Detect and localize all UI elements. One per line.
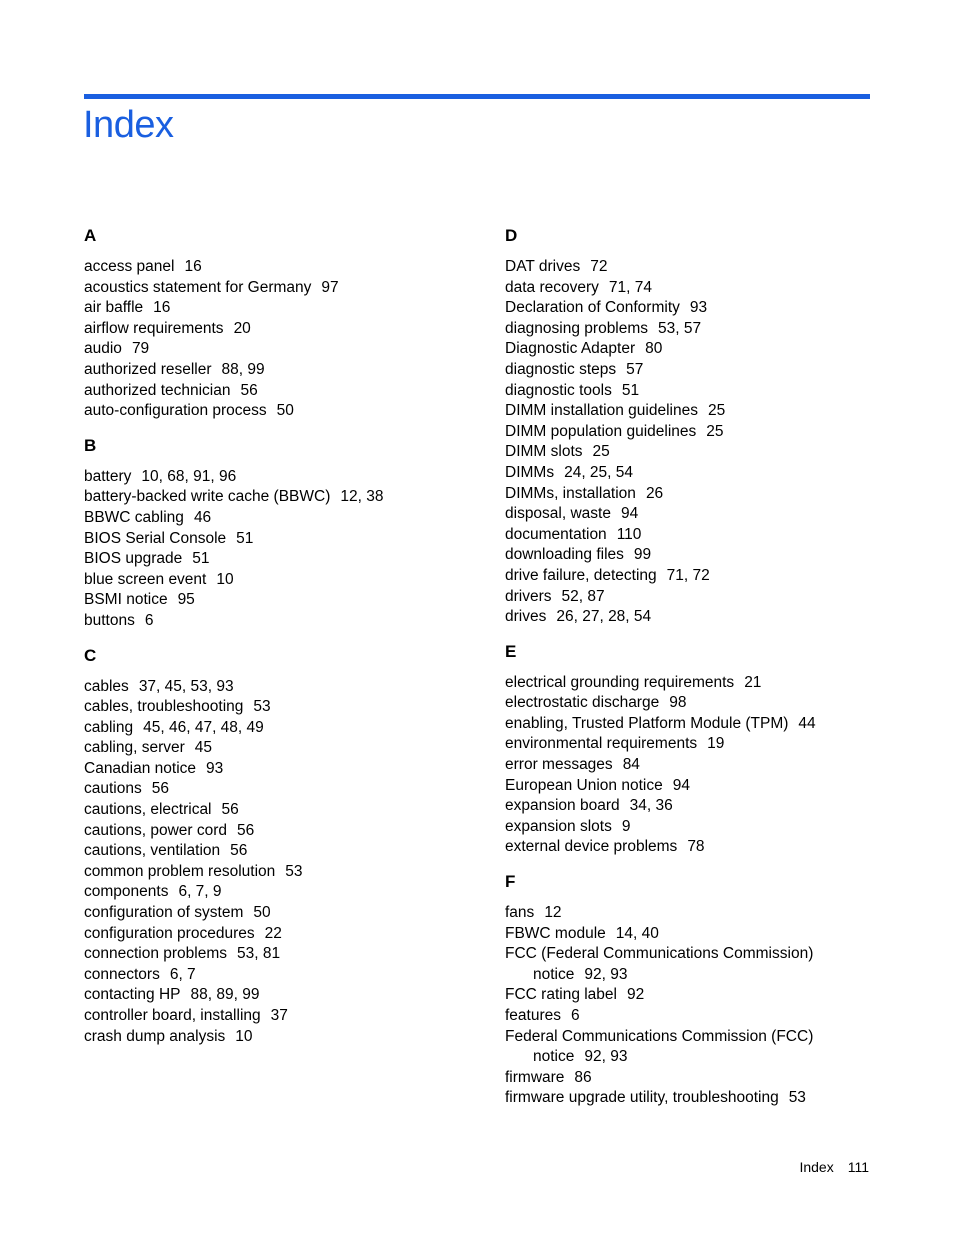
index-page-refs[interactable]: 92 — [627, 986, 645, 1004]
index-term: Diagnostic Adapter — [505, 340, 636, 358]
index-page-refs[interactable]: 71, 74 — [608, 278, 653, 296]
index-term: controller board, installing — [84, 1007, 261, 1024]
index-term: connectors — [84, 965, 160, 983]
index-column-left — [84, 224, 484, 1059]
index-entry — [84, 529, 484, 550]
index-term: documentation — [505, 525, 607, 543]
index-section-d — [505, 224, 905, 628]
index-term: expansion board — [505, 797, 620, 815]
index-entry — [84, 924, 484, 945]
index-page-refs[interactable]: 93 — [206, 759, 224, 777]
index-term: auto-configuration process — [84, 402, 267, 420]
index-page-refs[interactable]: 25 — [706, 422, 724, 440]
index-page-refs[interactable]: 95 — [177, 591, 195, 609]
index-page-refs[interactable]: 51 — [192, 550, 210, 568]
page-footer — [799, 1157, 869, 1177]
index-entry — [84, 841, 484, 862]
index-page-refs[interactable]: 12 — [544, 904, 562, 922]
index-page-refs[interactable]: 88, 89, 99 — [190, 986, 260, 1004]
index-term: drive failure, detecting — [505, 566, 657, 584]
index-entry — [84, 944, 484, 965]
page-title: Index — [83, 104, 174, 146]
index-page-refs[interactable]: 50 — [253, 904, 271, 922]
index-term: acoustics statement for Germany — [84, 278, 312, 296]
index-page-refs[interactable]: 52, 87 — [561, 587, 605, 605]
index-term: European Union notice — [505, 776, 663, 794]
index-page-refs[interactable]: 51 — [621, 381, 640, 399]
index-page-refs[interactable]: 26, 27, 28, 54 — [556, 608, 652, 626]
index-page-refs[interactable]: 45, 46, 47, 48, 49 — [143, 718, 264, 736]
index-page-refs[interactable]: 9 — [621, 817, 631, 835]
index-term: BIOS upgrade — [84, 550, 183, 568]
index-page-refs[interactable]: 84 — [622, 756, 640, 774]
index-entry — [505, 463, 905, 484]
index-term: contacting HP — [84, 986, 181, 1004]
index-entry — [505, 504, 905, 525]
index-page-refs[interactable]: 14, 40 — [615, 924, 659, 942]
index-entry — [84, 570, 484, 591]
index-entry — [84, 697, 484, 718]
index-entry — [505, 545, 905, 566]
index-term: electrostatic discharge — [505, 694, 660, 712]
index-page-refs[interactable]: 110 — [616, 525, 642, 543]
index-page-refs[interactable]: 56 — [151, 780, 169, 798]
index-page-refs[interactable]: 46 — [193, 508, 212, 526]
index-page-refs[interactable]: 16 — [153, 299, 171, 317]
index-entry — [505, 734, 905, 755]
index-term: DAT drives — [505, 258, 581, 275]
index-entry — [505, 1027, 905, 1048]
section-letter: B — [84, 435, 97, 455]
index-entry — [84, 1027, 484, 1048]
footer-label: Index — [799, 1159, 834, 1175]
index-page-refs[interactable]: 79 — [131, 340, 150, 358]
index-term: crash dump analysis — [84, 1027, 226, 1045]
section-letter: A — [84, 226, 97, 245]
index-page-refs[interactable]: 22 — [264, 924, 282, 942]
index-page-refs[interactable]: 19 — [707, 735, 725, 753]
index-term: enabling, Trusted Platform Module (TPM) — [505, 714, 789, 732]
index-entry — [505, 837, 905, 858]
index-page-refs[interactable]: 53 — [253, 698, 271, 716]
index-entry — [84, 549, 484, 570]
index-page-refs[interactable]: 20 — [233, 319, 251, 337]
index-entry — [505, 673, 905, 694]
index-term: cables — [84, 677, 129, 695]
index-section-e — [505, 640, 905, 858]
index-page-refs[interactable]: 88, 99 — [221, 360, 265, 378]
index-entry — [84, 319, 484, 340]
index-entry — [84, 821, 484, 842]
index-page-refs[interactable]: 94 — [620, 505, 639, 523]
index-term: electrical grounding requirements — [505, 673, 735, 691]
index-entry — [84, 800, 484, 821]
index-term: environmental requirements — [505, 735, 698, 753]
index-entry — [505, 381, 905, 402]
index-page-refs[interactable]: 50 — [276, 402, 294, 420]
index-page-refs[interactable]: 10 — [216, 570, 234, 588]
index-entry — [505, 924, 905, 945]
index-page-refs[interactable]: 25 — [592, 443, 610, 461]
index-entry — [505, 422, 905, 443]
index-page-refs[interactable]: 56 — [237, 821, 255, 839]
index-term: buttons — [84, 611, 135, 629]
index-page-refs[interactable]: 12, 38 — [340, 488, 384, 506]
index-term: cables, troubleshooting — [84, 698, 244, 716]
index-entry — [84, 611, 484, 632]
index-page-refs[interactable]: 92, 93 — [584, 965, 628, 983]
index-term: BSMI notice — [84, 591, 168, 609]
index-term: audio — [84, 340, 122, 358]
title-rule — [84, 94, 870, 99]
index-term: access panel — [84, 258, 175, 275]
index-term: firmware upgrade utility, troubleshooting — [505, 1089, 779, 1107]
index-term: diagnostic tools — [505, 381, 612, 399]
index-entry — [505, 903, 905, 924]
index-entry — [505, 298, 905, 319]
index-term: notice — [533, 965, 575, 983]
index-entry — [84, 985, 484, 1006]
index-page-refs[interactable]: 53 — [788, 1089, 806, 1107]
index-page-refs[interactable]: 16 — [184, 258, 202, 275]
index-term: DIMMs — [505, 463, 555, 481]
index-entry — [505, 985, 905, 1006]
index-entry — [505, 257, 905, 278]
index-page-refs[interactable]: 56 — [240, 381, 258, 399]
index-term: Canadian notice — [84, 759, 197, 777]
index-entry — [84, 779, 484, 800]
index-term: FBWC module — [505, 924, 606, 942]
index-entry — [505, 442, 905, 463]
index-term: battery-backed write cache (BBWC) — [84, 488, 331, 506]
index-entry — [505, 278, 905, 299]
index-term: DIMM installation guidelines — [505, 402, 698, 420]
index-term: air baffle — [84, 299, 144, 317]
index-page-refs[interactable]: 45 — [194, 739, 213, 757]
index-entry — [505, 339, 905, 360]
index-term: cabling — [84, 718, 134, 736]
index-term: authorized technician — [84, 381, 231, 399]
index-term: cautions, power cord — [84, 821, 228, 839]
index-term: battery — [84, 467, 132, 485]
index-entry — [84, 965, 484, 986]
index-page-refs[interactable]: 10, 68, 91, 96 — [141, 467, 237, 485]
index-term: cabling, server — [84, 739, 185, 757]
index-entry — [84, 508, 484, 529]
index-page-refs[interactable]: 25 — [707, 402, 726, 420]
index-page-refs[interactable]: 53 — [285, 862, 303, 880]
index-term: cautions, electrical — [84, 801, 212, 819]
index-term: DIMMs, installation — [505, 484, 636, 502]
index-entry — [84, 677, 484, 698]
index-page-refs[interactable]: 34, 36 — [629, 797, 673, 815]
section-letter: C — [84, 645, 97, 665]
index-entry — [505, 566, 905, 587]
index-entry — [505, 755, 905, 776]
index-page-refs[interactable]: 80 — [645, 340, 663, 358]
index-term: drivers — [505, 587, 552, 605]
index-page-refs[interactable]: 6, 7, 9 — [178, 883, 222, 901]
index-term: common problem resolution — [84, 862, 276, 880]
index-term: error messages — [505, 756, 613, 774]
index-section-f — [505, 870, 905, 1109]
index-page-refs[interactable]: 71, 72 — [666, 566, 710, 584]
index-entry — [505, 360, 905, 381]
index-page-refs[interactable]: 10 — [235, 1027, 253, 1045]
index-term: Declaration of Conformity — [505, 299, 680, 317]
index-entry — [84, 903, 484, 924]
index-entry — [84, 487, 484, 508]
index-page-refs[interactable]: 37, 45, 53, 93 — [138, 677, 234, 695]
index-page-refs[interactable]: 44 — [798, 714, 816, 732]
index-page-refs[interactable]: 56 — [221, 801, 239, 819]
index-term: BBWC cabling — [84, 508, 184, 526]
index-entry — [505, 817, 905, 838]
section-letter: D — [505, 226, 518, 245]
index-entry — [505, 1068, 905, 1089]
index-entry — [84, 257, 484, 278]
page-number: 111 — [847, 1159, 869, 1175]
index-page-refs[interactable]: 72 — [590, 258, 608, 275]
index-entry — [84, 738, 484, 759]
index-page-refs[interactable]: 56 — [230, 842, 248, 860]
index-entry — [505, 484, 905, 505]
index-term: airflow requirements — [84, 319, 224, 337]
index-page-refs[interactable]: 37 — [270, 1007, 288, 1024]
index-entry — [505, 1006, 905, 1027]
index-entry — [505, 607, 905, 628]
index-term: configuration procedures — [84, 924, 255, 942]
index-term: fans — [505, 904, 535, 922]
index-entry — [84, 759, 484, 780]
index-term: diagnostic steps — [505, 360, 617, 378]
index-entry — [505, 1088, 905, 1109]
index-term: features — [505, 1007, 562, 1024]
index-page-refs[interactable]: 6, 7 — [169, 965, 196, 983]
index-entry — [505, 693, 905, 714]
index-term: authorized reseller — [84, 360, 212, 378]
index-entry — [505, 401, 905, 422]
index-entry — [505, 796, 905, 817]
index-page-refs[interactable]: 94 — [672, 776, 690, 794]
index-page-refs[interactable]: 6 — [571, 1007, 580, 1024]
index-entry — [505, 525, 905, 546]
index-term: BIOS Serial Console — [84, 529, 227, 547]
index-page-refs[interactable]: 57 — [626, 360, 644, 378]
index-entry — [505, 965, 905, 986]
index-entry — [505, 319, 905, 340]
index-term: diagnosing problems — [505, 319, 649, 337]
index-term: FCC (Federal Communications Commission) — [505, 945, 814, 963]
index-page-refs[interactable]: 21 — [744, 673, 762, 691]
index-entry — [84, 862, 484, 883]
index-term: firmware — [505, 1068, 565, 1086]
index-entry — [84, 882, 484, 903]
index-term: blue screen event — [84, 570, 207, 588]
index-term: downloading files — [505, 546, 624, 564]
index-entry — [84, 339, 484, 360]
index-page-refs[interactable]: 53, 57 — [658, 319, 702, 337]
index-term: disposal, waste — [505, 505, 611, 523]
index-page-refs[interactable]: 53, 81 — [237, 945, 281, 963]
index-term: FCC rating label — [505, 986, 617, 1004]
index-entry — [84, 590, 484, 611]
index-entry — [84, 381, 484, 402]
index-section-c — [84, 644, 484, 1048]
index-page-refs[interactable]: 6 — [144, 611, 154, 629]
index-term: configuration of system — [84, 904, 244, 922]
index-page-refs[interactable]: 24, 25, 54 — [564, 463, 634, 481]
index-page-refs[interactable]: 51 — [236, 529, 254, 547]
section-letter: F — [505, 872, 516, 892]
index-page-refs[interactable]: 92, 93 — [584, 1048, 628, 1066]
index-page-refs[interactable]: 78 — [687, 838, 705, 856]
index-entry — [505, 776, 905, 797]
index-term: DIMM population guidelines — [505, 422, 697, 440]
index-entry — [84, 278, 484, 299]
index-term: Federal Communications Commission (FCC) — [505, 1027, 814, 1045]
index-entry — [84, 1006, 484, 1027]
index-page-refs[interactable]: 99 — [633, 546, 652, 564]
index-entry — [84, 467, 484, 488]
index-entry — [505, 587, 905, 608]
index-entry — [84, 401, 484, 422]
index-entry — [505, 714, 905, 735]
section-letter: E — [505, 641, 517, 661]
index-term: drives — [505, 608, 547, 626]
index-entry — [84, 360, 484, 381]
index-term: DIMM slots — [505, 443, 583, 461]
index-entry — [84, 718, 484, 739]
index-section-a — [84, 224, 484, 422]
index-entry — [505, 944, 905, 965]
index-entry — [505, 1047, 905, 1068]
index-term: connection problems — [84, 945, 228, 963]
index-page-refs[interactable]: 98 — [669, 694, 687, 712]
index-entry — [84, 298, 484, 319]
index-term: data recovery — [505, 278, 599, 296]
index-term: expansion slots — [505, 817, 612, 835]
index-page-refs[interactable]: 26 — [645, 484, 664, 502]
index-term: external device problems — [505, 838, 678, 856]
index-term: cautions, ventilation — [84, 842, 221, 860]
index-term: cautions — [84, 780, 142, 798]
index-page-refs[interactable]: 93 — [689, 299, 708, 317]
index-term: notice — [533, 1048, 575, 1066]
index-section-b — [84, 434, 484, 632]
index-column-right — [505, 224, 905, 1121]
index-page-refs[interactable]: 86 — [574, 1068, 592, 1086]
index-page-refs[interactable]: 97 — [321, 278, 339, 296]
index-term: components — [84, 883, 169, 901]
